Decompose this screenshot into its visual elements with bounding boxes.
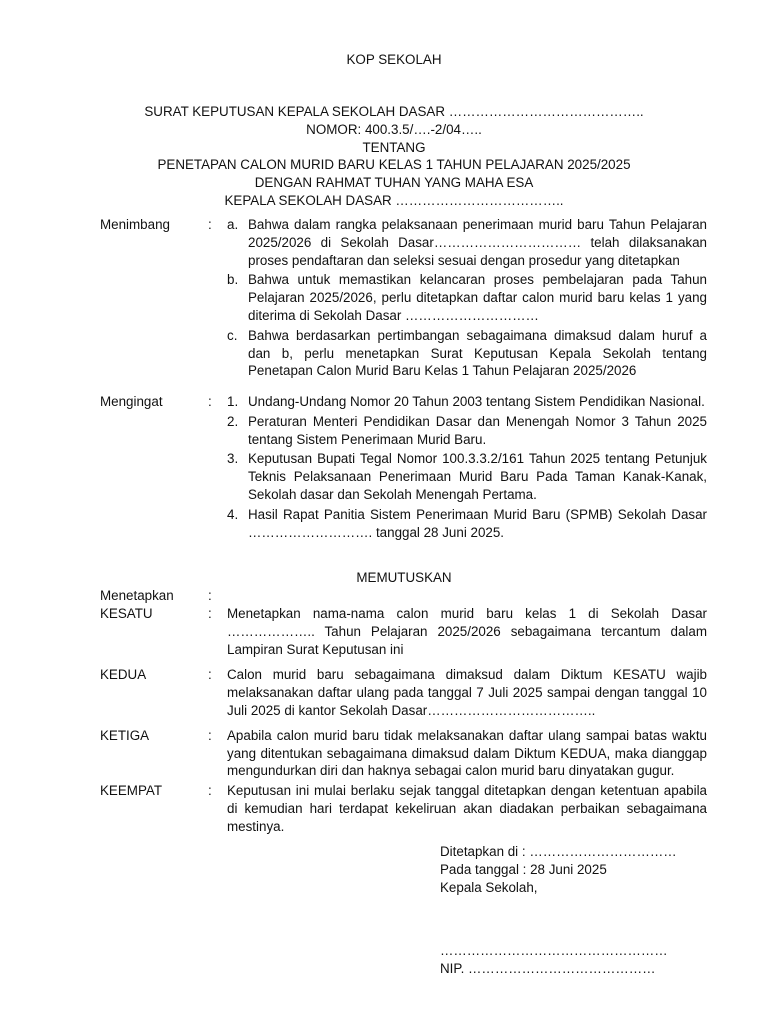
diktum-ketiga (100, 727, 707, 780)
mengingat-label: Mengingat (100, 394, 163, 409)
item-marker: c. (227, 327, 238, 343)
item-marker: 2. (227, 413, 239, 429)
diktum-kesatu (100, 605, 707, 658)
signature-place: Ditetapkan di : …………………………… (440, 844, 677, 859)
decree-authority: KEPALA SEKOLAH DASAR ……………………………….. (224, 192, 564, 208)
diktum-colon: : (208, 606, 212, 621)
menetapkan-label: Menetapkan (100, 588, 174, 603)
item-text: Keputusan Bupati Tegal Nomor 100.3.3.2/161 Tahun 2025 tentang Petunjuk Teknis Pelaksanaan Penerimaan Murid Baru Pada Taman Kanak-Kanak, Sekolah dasar dan Sekolah Menengah Pertama. (248, 451, 707, 502)
mengingat-section (100, 393, 707, 543)
decree-subject: PENETAPAN CALON MURID BARU KELAS 1 TAHUN PELAJARAN 2025/2025 (157, 157, 631, 173)
diktum-text: Menetapkan nama-nama calon murid baru kelas 1 di Sekolah Dasar ……………….. Tahun Pelajaran 2025/2026 sebagaimana tercantum dalam Lampiran Surat Keputusan ini (227, 606, 707, 657)
diktum-label: KESATU (100, 606, 153, 621)
item-marker: 3. (227, 451, 239, 467)
diktum-section (100, 605, 707, 836)
item-text: Undang-Undang Nomor 20 Tahun 2003 tentang Sistem Pendidikan Nasional. (248, 394, 705, 409)
signature-nip: NIP. …………………………………… (440, 961, 656, 977)
mengingat-colon: : (208, 394, 212, 409)
mengingat-item (227, 506, 707, 542)
menimbang-label: Menimbang (100, 217, 170, 232)
item-marker: 4. (227, 506, 239, 522)
diktum-text: Keputusan ini mulai berlaku sejak tanggal ditetapkan dengan ketentuan apabila di kemudian hari terdapat kekeliruan akan diadakan perbaikan sebagaimana mestinya. (227, 783, 707, 834)
signature-date: Pada tanggal : 28 Juni 2025 (440, 861, 607, 877)
school-letterhead: KOP SEKOLAH (346, 52, 442, 67)
signature-block (440, 843, 677, 978)
diktum-label: KETIGA (100, 727, 150, 743)
mengingat-item (227, 393, 707, 411)
decree-title: SURAT KEPUTUSAN KEPALA SEKOLAH DASAR …………………………………….. (144, 104, 644, 119)
diktum-text: Calon murid baru sebagaimana dimaksud dalam Diktum KESATU wajib melaksanakan daftar ulang pada tanggal 7 Juli 2025 sampai dengan tanggal 10 Juli 2025 di kantor Sekolah Dasar……………………………….. (227, 667, 707, 718)
item-text: Peraturan Menteri Pendidikan Dasar dan Menengah Nomor 3 Tahun 2025 tentang Sistem Penerimaan Murid Baru. (248, 413, 707, 447)
decree-number: NOMOR: 400.3.5/….-2/04….. (306, 121, 482, 137)
item-marker: 1. (227, 394, 239, 409)
decree-invocation: DENGAN RAHMAT TUHAN YANG MAHA ESA (254, 175, 534, 191)
menimbang-section (100, 216, 707, 382)
diktum-text: Apabila calon murid baru tidak melaksanakan daftar ulang sampai batas waktu yang ditentukan sebagaimana dimaksud dalam Diktum KEDUA, maka dianggap mengundurkan diri dan haknya sebagai calon murid baru dinyatakan gugur. (227, 727, 707, 779)
diktum-colon: : (208, 727, 212, 743)
menetapkan-colon: : (208, 588, 212, 603)
diktum-label: KEDUA (100, 667, 147, 683)
memutuskan-heading: MEMUTUSKAN (356, 570, 452, 585)
diktum-label: KEEMPAT (100, 783, 163, 799)
decree-heading (0, 103, 768, 210)
signature-position: Kepala Sekolah, (440, 879, 538, 895)
signature-name-line: …………………………………………… (440, 943, 668, 959)
decree-tentang: TENTANG (362, 139, 426, 155)
mengingat-item (227, 413, 707, 449)
menimbang-item (227, 327, 707, 380)
diktum-colon: : (208, 783, 212, 799)
menimbang-item (227, 271, 707, 324)
item-text: Hasil Rapat Panitia Sistem Penerimaan Murid Baru (SPMB) Sekolah Dasar ………………………. tanggal 28 Juni 2025. (248, 506, 707, 540)
diktum-kedua (100, 666, 707, 719)
diktum-keempat (100, 782, 707, 835)
diktum-colon: : (208, 667, 212, 683)
item-text: Bahwa dalam rangka pelaksanaan penerimaan murid baru Tahun Pelajaran 2025/2026 di Sekolah Dasar…………………………… telah dilaksanakan proses pendaftaran dan seleksi sesuai dengan prosedur yang ditetapkan (248, 217, 707, 268)
menimbang-colon: : (208, 217, 212, 232)
item-text: Bahwa berdasarkan pertimbangan sebagaimana dimaksud dalam huruf a dan b, perlu menetapkan Surat Keputusan Kepala Sekolah tentang Penetapan Calon Murid Baru Kelas 1 Tahun Pelajaran 2025/2026 (248, 327, 707, 379)
item-text: Bahwa untuk memastikan kelancaran proses pembelajaran pada Tahun Pelajaran 2025/2026, perlu ditetapkan daftar calon murid baru kelas 1 yang diterima di Sekolah Dasar ………………………… (248, 272, 707, 323)
item-marker: a. (227, 217, 239, 232)
mengingat-item (227, 450, 707, 503)
menimbang-item (227, 216, 707, 269)
menetapkan-row (100, 587, 707, 605)
item-marker: b. (227, 272, 239, 288)
